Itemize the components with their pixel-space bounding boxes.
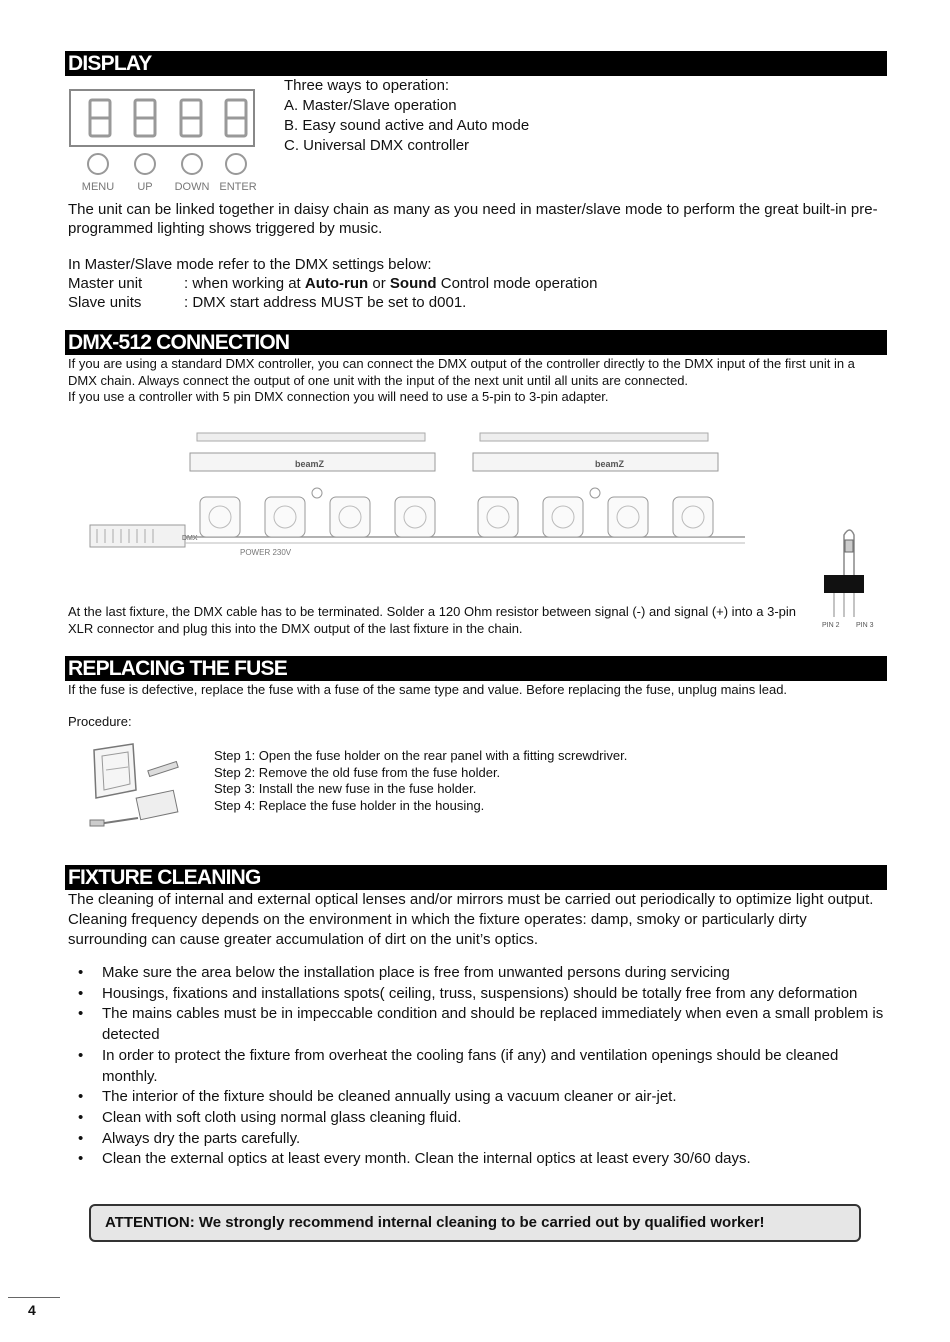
footer-divider bbox=[8, 1297, 60, 1298]
fuse-step: Step 1: Open the fuse holder on the rear panel with a fitting screwdriver. bbox=[214, 748, 628, 763]
daisy-chain-text: The unit can be linked together in daisy chain as many as you need in master/slave mode to perform the great built-in pre-programmed lighting shows triggered by music. bbox=[68, 201, 878, 237]
mode-item: A. Master/Slave operation bbox=[284, 97, 457, 114]
list-item: • Clean with soft cloth using normal glass cleaning fluid. bbox=[68, 1108, 886, 1129]
menu-button-icon bbox=[88, 154, 108, 174]
master-text-or: or bbox=[368, 275, 390, 292]
procedure-label: Procedure: bbox=[68, 714, 132, 729]
master-text-post: Control mode operation bbox=[436, 275, 598, 292]
cleaning-list bbox=[68, 963, 886, 1170]
section-heading-dmx: DMX-512 CONNECTION bbox=[65, 330, 887, 355]
dmx-intro bbox=[68, 356, 880, 406]
fixture-bar-2 bbox=[473, 433, 718, 537]
list-item: • In order to protect the fixture from overheat the cooling fans (if any) and ventilation openings should be cleaned monthly. bbox=[68, 1046, 886, 1087]
xlr-terminator-illustration bbox=[820, 525, 885, 630]
list-item: • Housings, fixations and installations spots( ceiling, truss, suspensions) should be totally free from any deformation bbox=[68, 984, 886, 1005]
fuse-step: Step 3: Install the new fuse in the fuse holder. bbox=[214, 781, 477, 796]
master-text-pre: : when working at bbox=[184, 275, 305, 292]
dmx-text-1: If you are using a standard DMX controller, you can connect the DMX output of the controller directly to the DMX input of the first unit in a DMX chain. Always connect the output of one unit with the input of the next unit until all units are connected. bbox=[68, 356, 855, 388]
fuse-step: Step 4: Replace the fuse holder in the housing. bbox=[214, 797, 485, 813]
slave-unit-label: Slave units bbox=[68, 294, 142, 311]
fuse-intro: If the fuse is defective, replace the fuse with a fuse of the same type and value. Before replacing the fuse, unplug mains lead. bbox=[68, 682, 788, 697]
modes-title: Three ways to operation: bbox=[284, 77, 450, 94]
enter-button-icon bbox=[226, 154, 246, 174]
up-label: UP bbox=[137, 181, 153, 193]
page-number: 4 bbox=[28, 1302, 36, 1318]
display-panel-illustration bbox=[68, 88, 273, 196]
list-item: • Always dry the parts carefully. bbox=[68, 1129, 886, 1150]
mode-item: B. Easy sound active and Auto mode bbox=[284, 117, 530, 134]
resistor-icon bbox=[845, 540, 853, 552]
section-heading-display: DISPLAY bbox=[65, 51, 887, 76]
down-label: DOWN bbox=[174, 181, 210, 193]
list-item: • Clean the external optics at least every month. Clean the internal optics at least every 30/60 days. bbox=[68, 1149, 886, 1170]
master-unit-row bbox=[68, 274, 880, 293]
dmx-label: DMX bbox=[182, 535, 198, 542]
attention-box: ATTENTION: We strongly recommend internal cleaning to be carried out by qualified worker! bbox=[89, 1204, 861, 1242]
section-heading-cleaning: FIXTURE CLEANING bbox=[65, 865, 887, 890]
fuse-holder-icon bbox=[136, 790, 178, 819]
resistor-wire bbox=[844, 530, 854, 580]
list-item: • The interior of the fixture should be cleaned annually using a vacuum cleaner or air-jet. bbox=[68, 1087, 886, 1108]
operation-modes bbox=[284, 76, 529, 156]
master-slave-settings bbox=[68, 255, 880, 312]
power-label: POWER 230V bbox=[240, 548, 292, 557]
enter-label: ENTER bbox=[219, 181, 257, 193]
down-button-icon bbox=[182, 154, 202, 174]
fuse-step: Step 2: Remove the old fuse from the fuse holder. bbox=[214, 764, 501, 780]
brand-logo-1: beamZ bbox=[295, 459, 325, 469]
pin2-label: PIN 2 bbox=[822, 622, 840, 629]
dmx-text-2: If you use a controller with 5 pin DMX connection you will need to use a 5-pin to 3-pin adapter. bbox=[68, 389, 609, 404]
slave-unit-row bbox=[68, 293, 880, 312]
master-slave-intro: In Master/Slave mode refer to the DMX settings below: bbox=[68, 256, 432, 273]
termination-text: At the last fixture, the DMX cable has to be terminated. Solder a 120 Ohm resistor between signal (-) and signal (+) into a 3-pin XLR connector and plug this into the DMX output of the last fixture in the chain. bbox=[68, 604, 797, 636]
section-heading-fuse: REPLACING THE FUSE bbox=[65, 656, 887, 681]
new-fuse-icon bbox=[148, 762, 178, 777]
fuse-holder-illustration bbox=[88, 740, 193, 832]
rear-panel-icon bbox=[94, 744, 136, 798]
dmx-chain-diagram bbox=[85, 425, 785, 565]
pin3-label: PIN 3 bbox=[856, 622, 874, 629]
xlr-connector-icon bbox=[824, 575, 864, 593]
menu-label: MENU bbox=[81, 181, 115, 193]
mode-item: C. Universal DMX controller bbox=[284, 137, 470, 154]
fixture-bar-1 bbox=[190, 433, 435, 537]
auto-run-term: Auto-run bbox=[304, 275, 369, 292]
sound-term: Sound bbox=[389, 275, 437, 292]
up-button-icon bbox=[135, 154, 155, 174]
list-item: • Make sure the area below the installation place is free from unwanted persons during servicing bbox=[68, 963, 886, 984]
brand-logo-2: beamZ bbox=[595, 459, 625, 469]
master-unit-label: Master unit bbox=[68, 275, 143, 292]
fuse-steps bbox=[214, 748, 627, 814]
cleaning-intro: The cleaning of internal and external optical lenses and/or mirrors must be carried out periodically to optimize light output. Cleaning frequency depends on the environment in which the fixture operates: damp, smoky or particularly dirty surrounding can cause greater accumulation of dirt on the unit’s optics. bbox=[68, 891, 874, 948]
list-item: • The mains cables must be in impeccable condition and should be replaced immediately when even a small problem is detected bbox=[68, 1004, 886, 1045]
slave-unit-text: : DMX start address MUST be set to d001. bbox=[184, 294, 467, 311]
